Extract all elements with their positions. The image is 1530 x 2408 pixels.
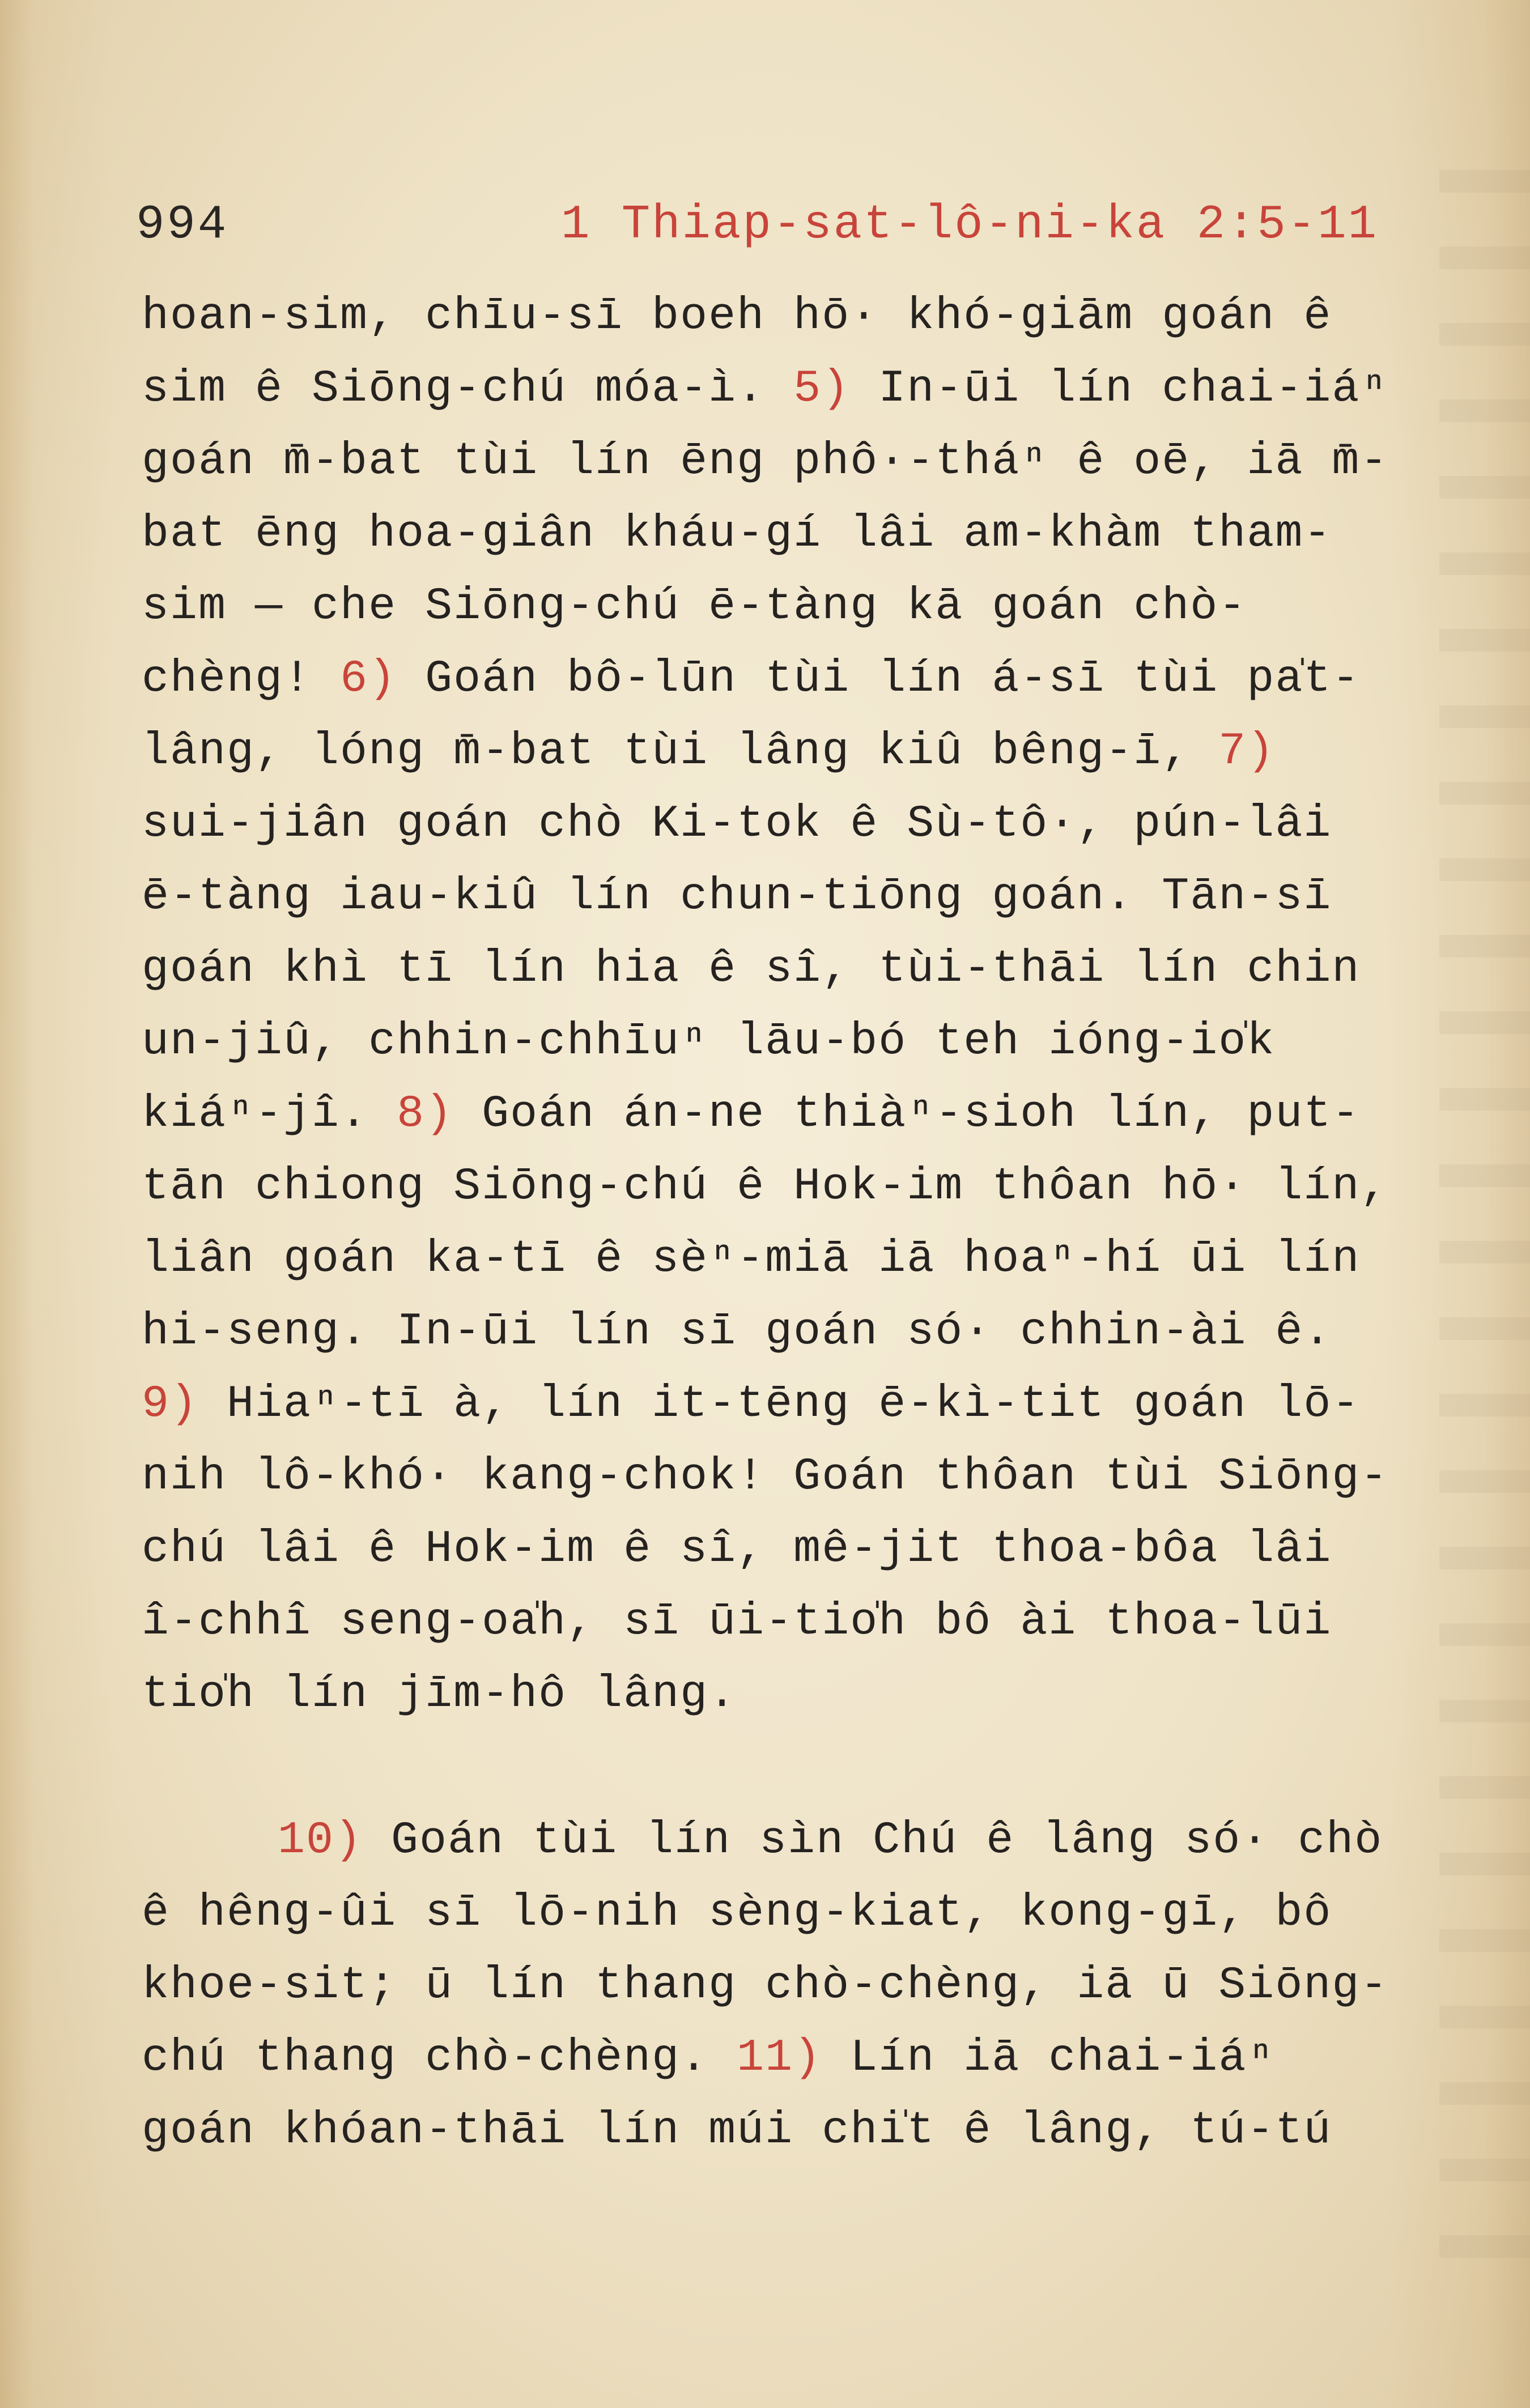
text-segment: hi-seng. In-ūi lín sī goán só· chhin-ài ê.: [142, 1306, 1332, 1358]
text-line: [142, 643, 1417, 716]
page-header: [136, 198, 1379, 266]
text-line: [142, 788, 1417, 861]
text-line: [142, 1950, 1417, 2022]
page-number: 994: [136, 198, 229, 252]
text-segment: kiáⁿ-jî.: [142, 1088, 397, 1140]
verse-number: 9): [142, 1379, 199, 1430]
text-segment: Hiaⁿ-tī à, lín it-tēng ē-kì-tit goán lō-: [198, 1379, 1361, 1430]
text-segment: ê hêng-ûi sī lō-nih sèng-kiat, kong-gī, bô: [142, 1887, 1332, 1939]
text-segment: liân goán ka-tī ê sèⁿ-miā iā hoaⁿ-hí ūi lín: [142, 1233, 1361, 1285]
text-line: [142, 571, 1417, 643]
text-segment: chèng!: [142, 653, 341, 705]
verse-number: 11): [737, 2032, 822, 2084]
text-line: [142, 1805, 1417, 1877]
text-line: [142, 1223, 1417, 1296]
text-line: [142, 1151, 1417, 1223]
text-line: [142, 2022, 1417, 2095]
text-segment: tio̍h lín jīm-hô lâng.: [142, 1669, 737, 1720]
text-segment: Goán bô-lūn tùi lín á-sī tùi pa̍t-: [397, 653, 1361, 705]
text-segment: khoe-sit; ū lín thang chò-chèng, iā ū Siōng-: [142, 1960, 1389, 2011]
text-segment: sim — che Siōng-chú ē-tàng kā goán chò-: [142, 581, 1247, 632]
text-line: [142, 1078, 1417, 1151]
text-segment: goán m̄-bat tùi lín ēng phô·-tháⁿ ê oē, iā m̄-: [142, 436, 1389, 487]
text-segment: Goán tùi lín sìn Chú ê lâng só· chò: [363, 1815, 1383, 1866]
text-segment: goán khì tī lín hia ê sî, tùi-thāi lín chin: [142, 943, 1361, 995]
text-segment: sim ê Siōng-chú móa-ì.: [142, 363, 794, 415]
text-line: [142, 1658, 1417, 1731]
verse-number: 7): [1218, 726, 1276, 777]
text-line: [142, 1513, 1417, 1586]
text-line: [142, 1006, 1417, 1078]
text-line: [142, 1296, 1417, 1368]
text-line: [142, 933, 1417, 1006]
text-segment: Goán án-ne thiàⁿ-sioh lín, put-: [453, 1088, 1361, 1140]
text-line: [142, 280, 1417, 353]
running-head: 1 Thiap-sat-lô-ni-ka 2:5-11: [561, 198, 1379, 252]
text-segment: Lín iā chai-iáⁿ: [822, 2032, 1276, 2084]
text-line: [142, 2095, 1417, 2167]
text-line: [142, 1441, 1417, 1513]
text-line: [142, 1368, 1417, 1441]
verse-number: 6): [340, 653, 397, 705]
text-segment: sui-jiân goán chò Ki-tok ê Sù-tô·, pún-lâi: [142, 798, 1332, 850]
verse-number: 8): [397, 1088, 454, 1140]
text-line: [142, 426, 1417, 498]
text-segment: chú thang chò-chèng.: [142, 2032, 737, 2084]
text-segment: nih lô-khó· kang-chok! Goán thôan tùi Siōng-: [142, 1451, 1389, 1503]
verse-number: 10): [278, 1815, 363, 1866]
body-text: [142, 280, 1417, 2167]
text-segment: bat ēng hoa-giân kháu-gí lâi am-khàm tham-: [142, 508, 1332, 560]
bleed-through-shadow: [1439, 170, 1530, 2266]
text-segment: In-ūi lín chai-iáⁿ: [850, 363, 1389, 415]
text-line: [142, 1586, 1417, 1658]
text-segment: hoan-sim, chīu-sī boeh hō· khó-giām goán ê: [142, 291, 1332, 342]
text-segment: goán khóan-thāi lín múi chi̍t ê lâng, tú-tú: [142, 2105, 1332, 2156]
text-segment: î-chhî seng-oa̍h, sī ūi-tio̍h bô ài thoa-lūi: [142, 1596, 1332, 1648]
text-line: [142, 498, 1417, 571]
text-segment: tān chiong Siōng-chú ê Hok-im thôan hō· lín,: [142, 1161, 1389, 1212]
text-line: [142, 861, 1417, 933]
text-segment: un-jiû, chhin-chhīuⁿ lāu-bó teh ióng-io̍k: [142, 1016, 1276, 1067]
verse-number: 5): [793, 363, 851, 415]
text-line: [142, 353, 1417, 426]
text-segment: ē-tàng iau-kiû lín chun-tiōng goán. Tān-sī: [142, 871, 1332, 922]
text-line: [142, 1877, 1417, 1950]
text-line: [142, 716, 1417, 788]
text-segment: chú lâi ê Hok-im ê sî, mê-jit thoa-bôa lâi: [142, 1524, 1332, 1575]
paragraph-break: [142, 1731, 1417, 1805]
text-segment: lâng, lóng m̄-bat tùi lâng kiû bêng-ī,: [142, 726, 1219, 777]
